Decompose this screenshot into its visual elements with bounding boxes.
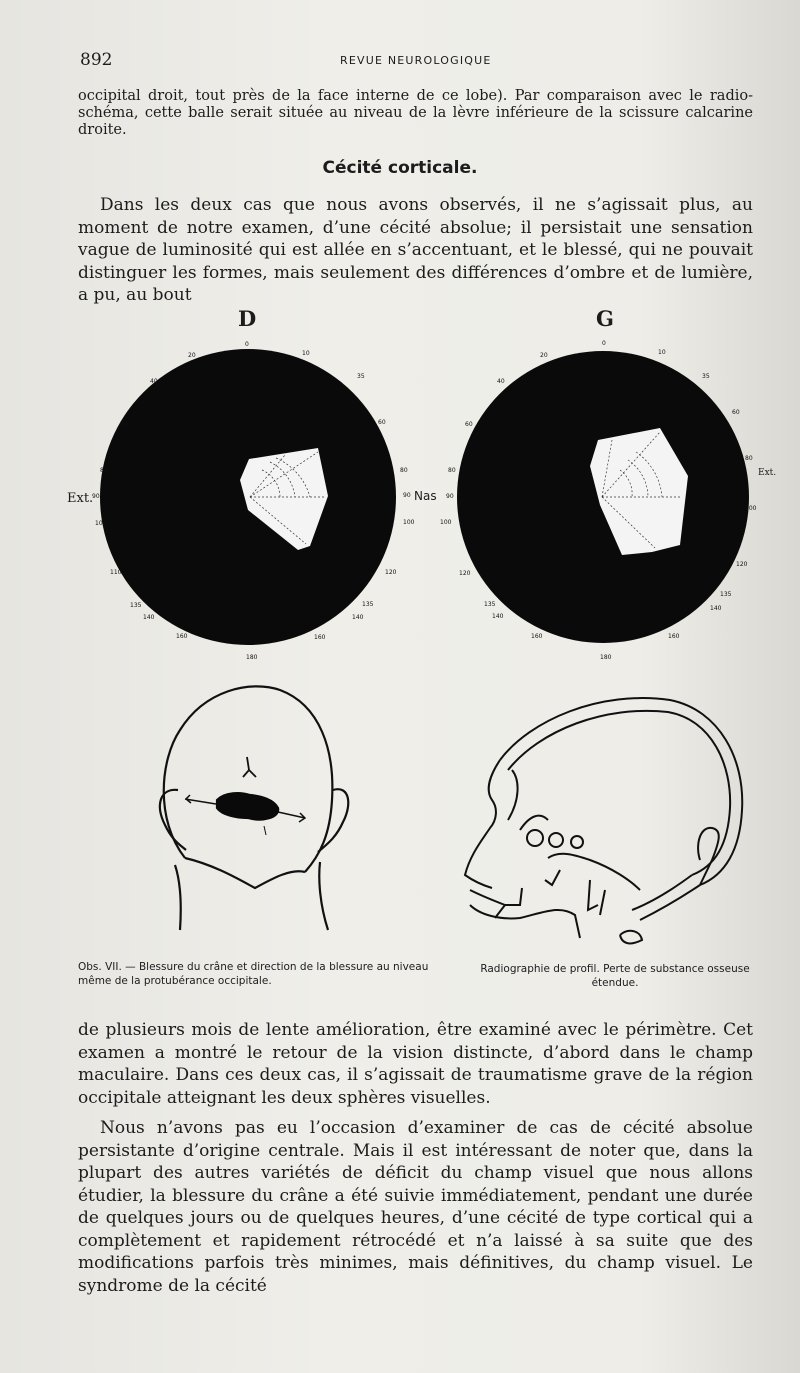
svg-text:60: 60 xyxy=(120,421,128,428)
svg-text:80: 80 xyxy=(100,467,108,474)
chart-label-right: G xyxy=(596,306,614,331)
svg-text:40: 40 xyxy=(497,378,505,385)
svg-text:0: 0 xyxy=(602,340,606,347)
svg-text:120: 120 xyxy=(385,569,397,576)
paragraph-3: Nous n’avons pas eu l’occasion d’examiner de cas de cécité absolue persistante d’origine centrale. Mais il est intéressant de noter que, dans la plupart des autres variétés de déficit du champ visuel que nous allons étudier, la blessure du crâne a été suivie immédiatement, pendant une durée de quelques jours ou de quelques heures, d’une cécité de type cortical qui a complètement et rapidement rétrocédé et n’a laissé à sa suite que des modifications parfois très minimes, mais définitives, du champ visuel. Le syndrome de la cécité xyxy=(78,1118,753,1296)
left-figure-caption: Obs. VII. — Blessure du crâne et direction de la blessure au niveau même de la protubérance occipitale. xyxy=(78,961,429,987)
svg-text:35: 35 xyxy=(702,373,710,380)
svg-text:110: 110 xyxy=(110,569,122,576)
chart-label-left: D xyxy=(238,306,257,331)
svg-text:90: 90 xyxy=(92,493,100,500)
svg-text:135: 135 xyxy=(484,601,496,608)
svg-text:120: 120 xyxy=(459,570,471,577)
svg-text:80: 80 xyxy=(400,467,408,474)
svg-text:80: 80 xyxy=(745,455,753,462)
svg-text:10: 10 xyxy=(658,349,666,356)
svg-text:0: 0 xyxy=(245,341,249,348)
svg-text:135: 135 xyxy=(362,601,374,608)
paragraph-2: de plusieurs mois de lente amélioration, être examiné avec le périmètre. Cet examen a montré le retour de la vision distincte, d’abord dans le champ maculaire. Dans ces deux cas, il s’agissait de traumatisme grave de la région occipitale atteignant les deux sphères visuelles. xyxy=(78,1020,753,1108)
svg-text:120: 120 xyxy=(736,561,748,568)
svg-text:80: 80 xyxy=(448,467,456,474)
svg-text:160: 160 xyxy=(176,633,188,640)
wound-mark xyxy=(217,793,278,819)
svg-text:35: 35 xyxy=(357,373,365,380)
right-perimeter-chart xyxy=(440,340,757,661)
svg-text:160: 160 xyxy=(531,633,543,640)
svg-text:135: 135 xyxy=(720,591,732,598)
right-ext-label: Ext. xyxy=(758,468,777,478)
svg-text:160: 160 xyxy=(314,634,326,641)
svg-text:40: 40 xyxy=(150,378,158,385)
head-back-drawing xyxy=(160,686,348,930)
svg-text:20: 20 xyxy=(540,352,548,359)
svg-text:100: 100 xyxy=(440,519,452,526)
paragraph-1: Dans les deux cas que nous avons observés, il ne s’agissait plus, au moment de notre examen, d’une cécité absolue; il persistait une sensation vague de luminosité qui est allée en s’accentuant, et le blessé, qui ne pouvait distinguer les formes, mais seulement des différences d’ombre et de lumière, a pu, au bout xyxy=(78,195,753,305)
intro-paragraph: occipital droit, tout près de la face interne de ce lobe). Par comparaison avec le radio-schéma, cette balle serait située au niveau de la lèvre inférieure de la scissure calcarine droite. xyxy=(78,88,753,138)
svg-text:160: 160 xyxy=(668,633,680,640)
svg-text:60: 60 xyxy=(378,419,386,426)
page-number: 892 xyxy=(80,50,113,70)
svg-text:60: 60 xyxy=(732,409,740,416)
svg-text:90: 90 xyxy=(403,492,411,499)
right-figure-caption: Radiographie de profil. Perte de substance osseuse étendue. xyxy=(480,963,750,989)
svg-text:140: 140 xyxy=(492,613,504,620)
running-header: REVUE NEUROLOGIQUE xyxy=(340,54,492,67)
svg-text:180: 180 xyxy=(600,654,612,661)
left-perimeter-chart xyxy=(92,341,415,661)
svg-text:100: 100 xyxy=(95,520,107,527)
left-ext-label: Ext. xyxy=(67,491,94,506)
svg-text:60: 60 xyxy=(465,421,473,428)
svg-text:180: 180 xyxy=(246,654,258,661)
svg-text:100: 100 xyxy=(403,519,415,526)
svg-text:140: 140 xyxy=(143,614,155,621)
skull-profile-drawing xyxy=(465,698,742,943)
svg-text:140: 140 xyxy=(352,614,364,621)
svg-text:10: 10 xyxy=(302,350,310,357)
svg-text:90: 90 xyxy=(446,493,454,500)
svg-text:100: 100 xyxy=(745,505,757,512)
svg-text:135: 135 xyxy=(130,602,142,609)
svg-text:20: 20 xyxy=(188,352,196,359)
section-title: Cécité corticale. xyxy=(322,158,478,178)
svg-text:140: 140 xyxy=(710,605,722,612)
left-nas-label: Nas xyxy=(414,489,437,503)
